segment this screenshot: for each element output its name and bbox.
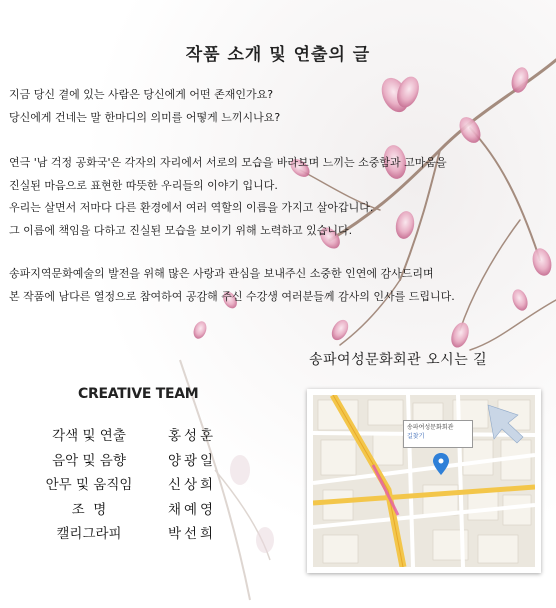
team-role: 캘리그라피 — [56, 526, 122, 542]
team-member-name: 홍성훈 — [167, 428, 217, 444]
story-paragraph — [9, 152, 447, 242]
location-map[interactable] — [307, 389, 541, 573]
team-role: 조 명 — [71, 501, 107, 518]
story-line: 우리는 살면서 저마다 다른 환경에서 여러 역할의 이름을 가지고 살아갑니다. — [9, 201, 374, 214]
team-member-name: 신상희 — [167, 477, 217, 493]
team-roles — [38, 424, 140, 547]
story-line: 연극 '남 걱정 공화국'은 각자의 자리에서 서로의 모습을 바라보며 느끼는 소중함과 고마움을 — [9, 156, 447, 169]
thanks-line: 본 작품에 남다른 열정으로 참여하여 공감해 주신 수강생 여러분들께 감사의 인사를 드립니다. — [9, 289, 455, 303]
map-directions-link[interactable]: 길찾기 — [407, 433, 425, 440]
map-section-title: 송파여성문화회관 오시는 길 — [309, 352, 488, 368]
team-member-name: 채예영 — [167, 501, 217, 518]
team-role: 각색 및 연출 — [52, 428, 126, 444]
map-callout-name: 송파여성문화회관 — [407, 424, 454, 431]
team-member-name: 박선희 — [167, 526, 217, 542]
map-image[interactable] — [313, 395, 535, 567]
story-line: 진실된 마음으로 표현한 따뜻한 우리들의 이야기 입니다. — [9, 178, 278, 192]
team-member-name: 양광일 — [167, 452, 217, 469]
thanks-paragraph — [9, 263, 455, 308]
thanks-line: 송파지역문화예술의 발전을 위해 많은 사랑과 관심을 보내주신 소중한 인연에 감사드리며 — [9, 267, 434, 280]
map-callout — [403, 420, 473, 448]
page-title: 작품 소개 및 연출의 글 — [185, 45, 371, 65]
intro-paragraph — [9, 84, 280, 129]
team-names — [162, 424, 222, 547]
team-role: 음악 및 음향 — [52, 452, 126, 469]
story-line: 그 이름에 책임을 다하고 진실된 모습을 보이기 위해 노력하고 있습니다. — [9, 223, 353, 237]
intro-line: 지금 당신 곁에 있는 사람은 당신에게 어떤 존재인가요? — [9, 88, 274, 101]
intro-line: 당신에게 건네는 말 한마디의 의미를 어떻게 느끼시나요? — [9, 110, 281, 124]
creative-team-title: CREATIVE TEAM — [78, 386, 199, 402]
team-role: 안무 및 움직임 — [45, 477, 133, 493]
